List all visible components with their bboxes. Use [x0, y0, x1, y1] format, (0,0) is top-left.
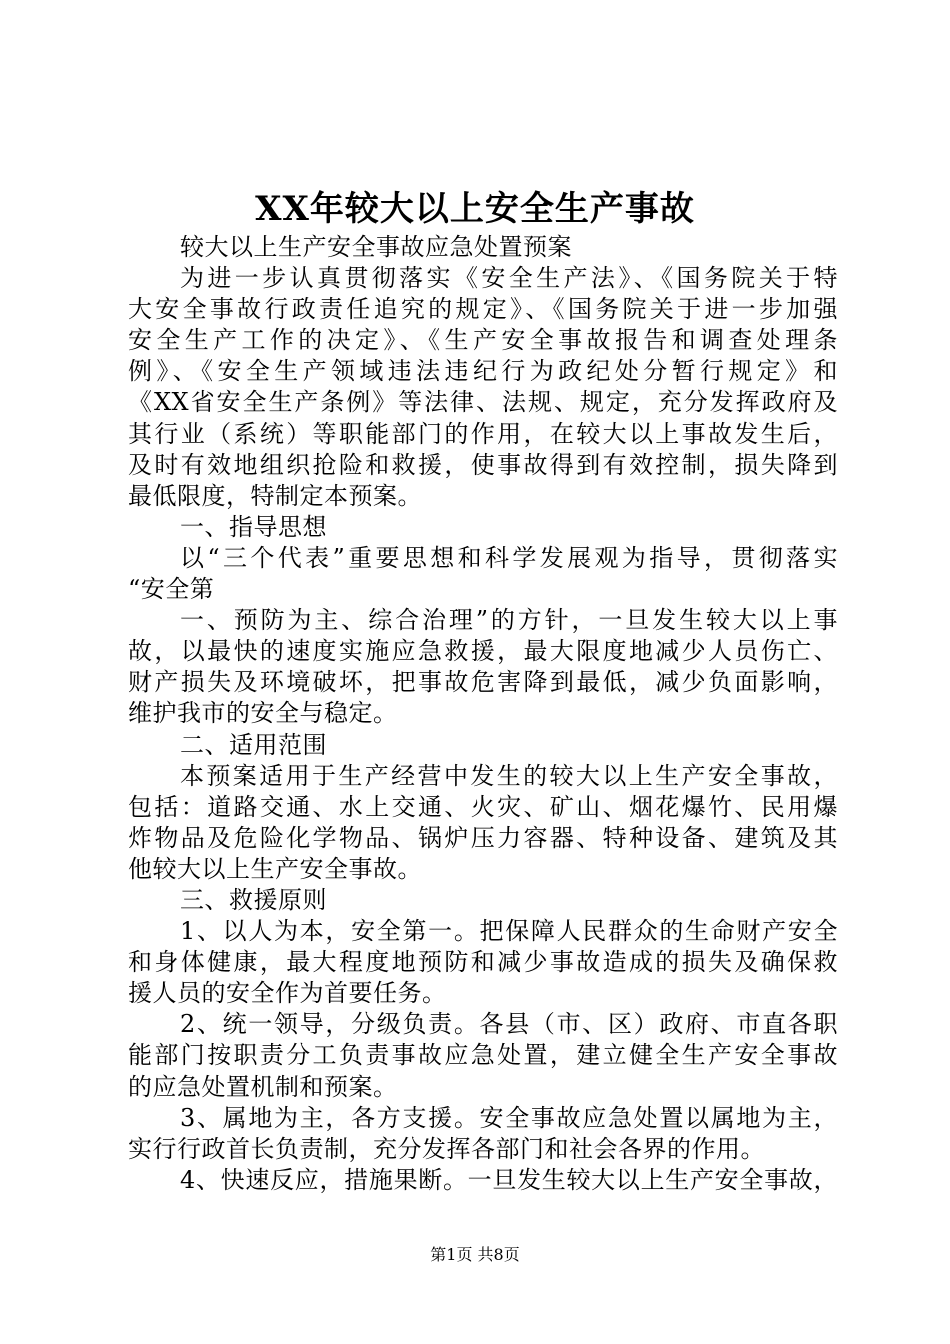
body-line: 和身体健康，最大程度地预防和减少事故造成的损失及确保救	[128, 948, 838, 977]
body-line: 1、以人为本，安全第一。把保障人民群众的生命财产安全	[180, 917, 838, 946]
body-line: 较大以上生产安全事故应急处置预案	[180, 233, 572, 261]
section-heading: 一、指导思想	[180, 512, 327, 541]
body-line: 最低限度，特制定本预案。	[128, 481, 422, 510]
body-line: 安全生产工作的决定》、《生产安全事故报告和调查处理条	[128, 326, 838, 355]
body-line: 以“三个代表”重要思想和科学发展观为指导，贯彻落实	[180, 543, 838, 572]
body-line: 故，以最快的速度实施应急救援，最大限度地减少人员伤亡、	[128, 637, 838, 666]
section-heading: 三、救援原则	[180, 885, 327, 914]
body-line: 2、统一领导，分级负责。各县（市、区）政府、市直各职	[180, 1010, 838, 1039]
body-line: 的应急处置机制和预案。	[128, 1072, 398, 1101]
body-line: 4、快速反应，措施果断。一旦发生较大以上生产安全事故，	[180, 1165, 838, 1194]
body-line: 能部门按职责分工负责事故应急处置，建立健全生产安全事故	[128, 1041, 838, 1070]
body-line: 维护我市的安全与稳定。	[128, 699, 398, 728]
body-line: 实行行政首长负责制，充分发挥各部门和社会各界的作用。	[128, 1134, 765, 1163]
body-line: 包括：道路交通、水上交通、火灾、矿山、烟花爆竹、民用爆	[128, 792, 838, 821]
body-line: 本预案适用于生产经营中发生的较大以上生产安全事故，	[180, 761, 838, 790]
page-number-footer: 第1页 共8页	[430, 1245, 520, 1264]
body-line: 其行业（系统）等职能部门的作用，在较大以上事故发生后，	[128, 419, 838, 448]
body-line: 炸物品及危险化学物品、锅炉压力容器、特种设备、建筑及其	[128, 823, 838, 852]
document-body	[128, 232, 838, 1196]
body-line: 一、预防为主、综合治理”的方针，一旦发生较大以上事	[180, 606, 838, 635]
body-line: 他较大以上生产安全事故。	[128, 854, 422, 883]
body-line: 例》、《安全生产领域违法违纪行为政纪处分暂行规定》和	[128, 357, 838, 386]
document-title: XX年较大以上安全生产事故	[255, 189, 695, 229]
body-line: 3、属地为主，各方支援。安全事故应急处置以属地为主，	[180, 1103, 838, 1132]
body-line: 大安全事故行政责任追究的规定》、《国务院关于进一步加强	[128, 295, 838, 324]
body-line: 《XX省安全生产条例》等法律、法规、规定，充分发挥政府及	[128, 388, 838, 417]
body-line: 财产损失及环境破坏，把事故危害降到最低，减少负面影响，	[128, 668, 838, 697]
body-line: 为进一步认真贯彻落实《安全生产法》、《国务院关于特	[180, 264, 838, 293]
body-line: 援人员的安全作为首要任务。	[128, 979, 447, 1008]
section-heading: 二、适用范围	[180, 730, 327, 759]
body-line: “安全第	[128, 575, 215, 604]
body-line: 及时有效地组织抢险和救援，使事故得到有效控制，损失降到	[128, 450, 838, 479]
